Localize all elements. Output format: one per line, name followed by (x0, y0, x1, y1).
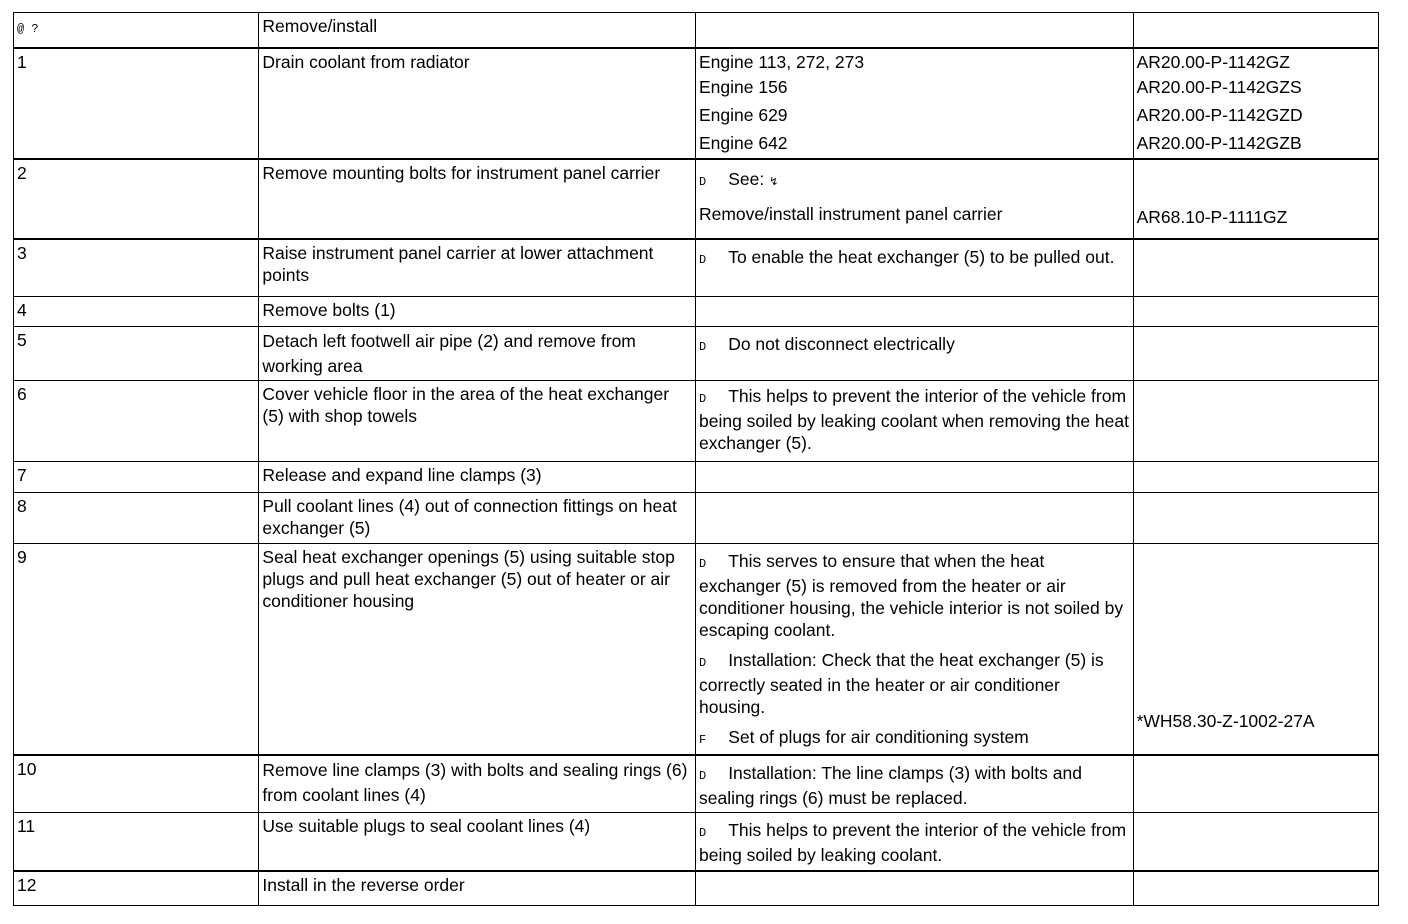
header-row (14, 13, 1379, 48)
step-refs (1133, 462, 1378, 493)
tool-reference-code: *WH58.30-Z-1002-27A (1136, 711, 1315, 731)
note-marker: D (698, 252, 707, 267)
note-text: This helps to prevent the interior of the vehicle from being soiled by leaking coolant. (698, 820, 1127, 865)
engine-line: Engine 156 (698, 76, 788, 97)
note-text: This serves to ensure that when the heat exchanger (5) is removed from the heater or air conditioner housing, the vehicle interior is not soiled by escaping coolant. (698, 551, 1124, 640)
step-number: 12 (14, 871, 259, 906)
step-number: 7 (14, 462, 259, 493)
step-action (259, 327, 696, 381)
step-refs (1133, 381, 1378, 462)
step-number: 1 (14, 48, 259, 159)
step-refs (1133, 327, 1378, 381)
table-row (14, 813, 1379, 871)
step-action: Seal heat exchanger openings (5) using suitable stop plugs and pull heat exchanger (5) out of heater or air conditioner housing (259, 544, 696, 755)
action-text: Detach left footwell air pipe (2) and remove from working area (262, 331, 636, 376)
step-number: 4 (14, 297, 259, 327)
step-number: 5 (14, 327, 259, 381)
step-notes (695, 327, 1133, 381)
reference-code: AR68.10-P-1111GZ (1136, 206, 1288, 227)
table-row (14, 755, 1379, 813)
note-marker: D (698, 340, 707, 354)
step-notes (695, 544, 1133, 755)
step-action: Release and expand line clamps (3) (259, 462, 696, 493)
header-notes-cell (695, 13, 1133, 48)
step-number: 8 (14, 493, 259, 544)
step-refs (1133, 871, 1378, 906)
step-number: 2 (14, 159, 259, 239)
step-notes (695, 813, 1133, 871)
table-row (14, 239, 1379, 297)
step-action: Install in the reverse order (259, 871, 696, 906)
step-notes (695, 48, 1133, 159)
step-notes (695, 159, 1133, 239)
engine-line: Engine 642 (698, 132, 788, 153)
header-title: Remove/install (259, 13, 696, 48)
engine-line: Engine 629 (698, 104, 788, 125)
step-refs (1133, 48, 1378, 159)
reference-code: AR20.00-P-1142GZ (1136, 51, 1290, 72)
table-row (14, 381, 1379, 462)
step-refs (1133, 755, 1378, 813)
step-number: 9 (14, 544, 259, 755)
table-row (14, 462, 1379, 493)
step-refs (1133, 297, 1378, 327)
step-action: Drain coolant from radiator (259, 48, 696, 159)
see-target: Remove/install instrument panel carrier (698, 203, 1003, 224)
table-row (14, 871, 1379, 906)
step-notes (695, 381, 1133, 462)
step-refs (1133, 544, 1378, 755)
note-text: Do not disconnect electrically (728, 334, 955, 354)
tool-marker: F (698, 733, 707, 747)
note-marker: D (698, 174, 707, 189)
table-row (14, 48, 1379, 159)
note-marker: D (698, 392, 707, 406)
table-row (14, 159, 1379, 239)
step-refs (1133, 159, 1378, 239)
header-symbols: @ ? (14, 13, 259, 48)
step-action: Use suitable plugs to seal coolant lines (4) (259, 813, 696, 871)
step-number: 6 (14, 381, 259, 462)
table-row (14, 544, 1379, 755)
note-marker: D (698, 768, 707, 783)
step-action: Raise instrument panel carrier at lower attachment points (259, 239, 696, 297)
step-refs (1133, 493, 1378, 544)
table-row (14, 297, 1379, 327)
step-action: Remove bolts (1) (259, 297, 696, 327)
step-action: Pull coolant lines (4) out of connection fittings on heat exchanger (5) (259, 493, 696, 544)
see-label: See: (728, 168, 765, 189)
step-notes (695, 755, 1133, 813)
note-marker: D (698, 826, 707, 840)
note-text: Installation: The line clamps (3) with bolts and sealing rings (6) must be replaced. (698, 762, 1082, 808)
step-action: Cover vehicle floor in the area of the heat exchanger (5) with shop towels (259, 381, 696, 462)
step-notes (695, 871, 1133, 906)
table-row (14, 493, 1379, 544)
step-refs (1133, 239, 1378, 297)
note-text: This helps to prevent the interior of the vehicle from being soiled by leaking coolant when removing the heat exchanger (5). (698, 386, 1129, 453)
tool-text: Set of plugs for air conditioning system (728, 727, 1029, 747)
step-action (259, 755, 696, 813)
note-marker: D (698, 656, 707, 670)
note-text: To enable the heat exchanger (5) to be pulled out. (728, 246, 1115, 267)
note-marker: D (698, 557, 707, 571)
reference-code: AR20.00-P-1142GZD (1136, 104, 1303, 125)
reference-code: AR20.00-P-1142GZS (1136, 76, 1302, 97)
table-row (14, 327, 1379, 381)
note-text: Installation: Check that the heat exchanger (5) is correctly seated in the heater or air conditioner housing. (698, 650, 1104, 717)
header-refs-cell (1133, 13, 1378, 48)
step-notes (695, 462, 1133, 493)
step-notes (695, 493, 1133, 544)
step-number: 10 (14, 755, 259, 813)
step-refs (1133, 813, 1378, 871)
step-number: 3 (14, 239, 259, 297)
engine-line: Engine 113, 272, 273 (698, 51, 865, 72)
link-icon: ↯ (769, 175, 779, 188)
step-action: Remove mounting bolts for instrument panel carrier (259, 159, 696, 239)
procedure-table (13, 12, 1379, 906)
step-number: 11 (14, 813, 259, 871)
step-notes (695, 297, 1133, 327)
action-text: Remove line clamps (3) with bolts and sealing rings (6) from coolant lines (4) (262, 759, 688, 805)
reference-code: AR20.00-P-1142GZB (1136, 132, 1302, 153)
step-notes (695, 239, 1133, 297)
